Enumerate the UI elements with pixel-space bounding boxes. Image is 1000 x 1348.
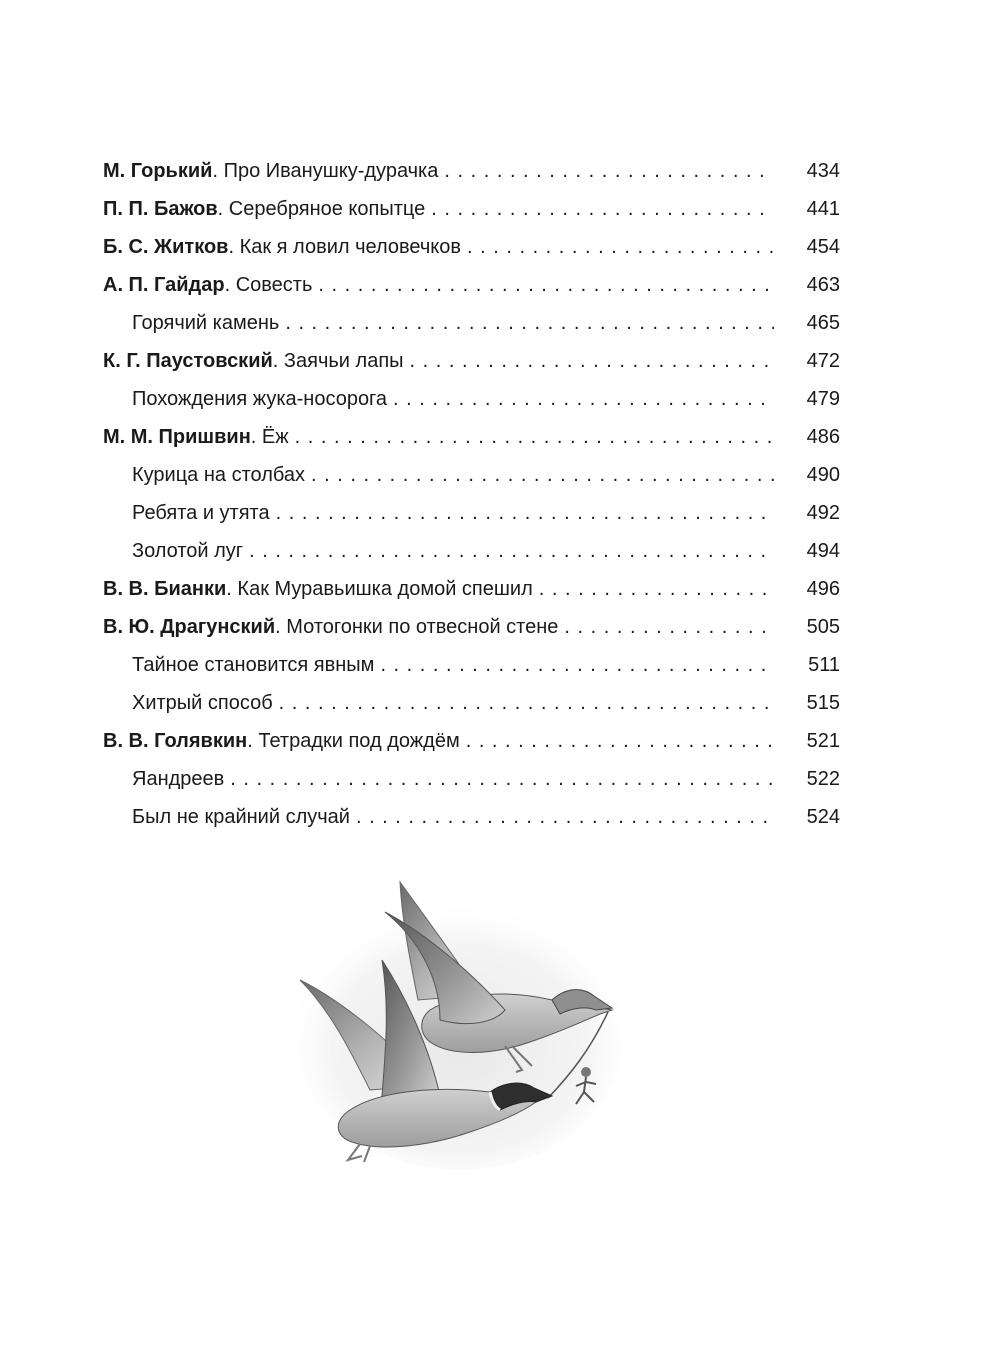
toc-page-number: 434 bbox=[806, 160, 840, 182]
lower-goose-feet bbox=[348, 1144, 370, 1162]
toc-page-number: 486 bbox=[806, 426, 840, 448]
toc-page-number: 494 bbox=[806, 540, 840, 562]
toc-page-number: 479 bbox=[806, 388, 840, 410]
dot-leader bbox=[444, 152, 774, 190]
toc-entry-text bbox=[103, 646, 794, 684]
toc-page-number: 511 bbox=[808, 654, 840, 676]
toc-title: Ёж bbox=[261, 426, 289, 448]
toc-title: Тайное становится явным bbox=[132, 654, 375, 676]
toc-author: П. П. Бажов bbox=[103, 198, 218, 220]
toc-entry-text: А. П. Гайдар . Совесть . . . bbox=[103, 266, 794, 304]
toc-title: Курица на столбах bbox=[132, 464, 305, 486]
toc-title: Ребята и утята bbox=[132, 502, 270, 524]
toc-title: Серебряное копытце bbox=[228, 198, 426, 220]
toc-page-number: 490 bbox=[806, 464, 840, 486]
toc-entry-text bbox=[103, 304, 794, 342]
toc-entry-text: В. Ю. Драгунский . Мотогонки по отвесной стене . . . bbox=[103, 608, 794, 646]
toc-author: В. В. Бианки bbox=[103, 578, 227, 600]
toc-author: В. В. Голявкин bbox=[103, 730, 248, 752]
toc-entry[interactable] bbox=[103, 342, 840, 380]
toc-author: А. П. Гайдар bbox=[103, 274, 225, 296]
toc-subentry[interactable] bbox=[103, 304, 840, 342]
toc-author: В. Ю. Драгунский bbox=[103, 616, 276, 638]
dot-leader bbox=[311, 456, 774, 494]
dot-leader bbox=[380, 646, 774, 684]
dot-leader bbox=[279, 684, 774, 722]
dot-leader bbox=[295, 418, 774, 456]
toc-author: М. М. Пришвин bbox=[103, 426, 251, 448]
toc-title: Горячий камень bbox=[132, 312, 280, 334]
dot-leader bbox=[466, 722, 774, 760]
toc-page-number: 515 bbox=[806, 692, 840, 714]
toc-title: Был не крайний случай bbox=[132, 806, 350, 828]
toc-entry[interactable] bbox=[103, 152, 840, 190]
toc-entry-text bbox=[103, 798, 794, 836]
dot-leader bbox=[539, 570, 774, 608]
toc-entry-text: М. Горький . Про Иванушку-дурачка . . . bbox=[103, 152, 794, 190]
toc-subentry[interactable] bbox=[103, 380, 840, 418]
toc-page-number: 524 bbox=[806, 806, 840, 828]
table-of-contents bbox=[103, 152, 840, 836]
toc-title: Тетрадки под дождём bbox=[258, 730, 460, 752]
toc-entry-text bbox=[103, 494, 794, 532]
toc-entry-text bbox=[103, 684, 794, 722]
toc-entry[interactable] bbox=[103, 228, 840, 266]
dot-leader bbox=[393, 380, 774, 418]
toc-entry[interactable] bbox=[103, 266, 840, 304]
toc-entry-text bbox=[103, 380, 794, 418]
toc-page-number: 505 bbox=[806, 616, 840, 638]
toc-page-number: 522 bbox=[806, 768, 840, 790]
dot-leader bbox=[249, 532, 774, 570]
toc-entry-text: К. Г. Паустовский . Заячьи лапы . . . bbox=[103, 342, 794, 380]
dot-leader bbox=[356, 798, 774, 836]
toc-title: Мотогонки по отвесной стене bbox=[286, 616, 559, 638]
toc-author: К. Г. Паустовский bbox=[103, 350, 273, 372]
toc-entry-text bbox=[103, 456, 794, 494]
toc-title: Как Муравьишка домой спешил bbox=[237, 578, 533, 600]
toc-title: Хитрый способ bbox=[132, 692, 273, 714]
dot-leader bbox=[318, 266, 774, 304]
toc-entry-text bbox=[103, 760, 794, 798]
toc-entry[interactable] bbox=[103, 722, 840, 760]
toc-page-number: 463 bbox=[806, 274, 840, 296]
toc-title: Как я ловил человечков bbox=[239, 236, 461, 258]
toc-subentry[interactable] bbox=[103, 646, 840, 684]
flying-geese-illustration bbox=[290, 860, 630, 1180]
toc-title: Золотой луг bbox=[132, 540, 244, 562]
toc-subentry[interactable] bbox=[103, 456, 840, 494]
toc-entry-text bbox=[103, 532, 794, 570]
toc-entry[interactable] bbox=[103, 570, 840, 608]
toc-entry[interactable] bbox=[103, 418, 840, 456]
toc-entry-text: Б. С. Житков . Как я ловил человечков . . . bbox=[103, 228, 794, 266]
toc-page-number: 465 bbox=[806, 312, 840, 334]
toc-title: Про Иванушку-дурачка bbox=[223, 160, 439, 182]
toc-entry[interactable] bbox=[103, 190, 840, 228]
dot-leader bbox=[467, 228, 774, 266]
dot-leader bbox=[285, 304, 774, 342]
toc-entry-text: В. В. Голявкин . Тетрадки под дождём . . . bbox=[103, 722, 794, 760]
toc-page-number: 441 bbox=[806, 198, 840, 220]
toc-page-number: 454 bbox=[806, 236, 840, 258]
toc-title: Совесть bbox=[235, 274, 313, 296]
toc-entry-text: М. М. Пришвин . Ёж . . . bbox=[103, 418, 794, 456]
dot-leader bbox=[230, 760, 774, 798]
toc-entry[interactable] bbox=[103, 608, 840, 646]
toc-author: Б. С. Житков bbox=[103, 236, 229, 258]
toc-page-number: 472 bbox=[806, 350, 840, 372]
toc-author: М. Горький bbox=[103, 160, 213, 182]
toc-page-number: 521 bbox=[806, 730, 840, 752]
toc-page-number: 496 bbox=[806, 578, 840, 600]
toc-entry-text: П. П. Бажов . Серебряное копытце . . . bbox=[103, 190, 794, 228]
toc-title: Яандреев bbox=[132, 768, 225, 790]
dot-leader bbox=[276, 494, 774, 532]
dot-leader bbox=[410, 342, 774, 380]
toc-subentry[interactable] bbox=[103, 494, 840, 532]
toc-subentry[interactable] bbox=[103, 532, 840, 570]
dot-leader bbox=[431, 190, 774, 228]
toc-title: Похождения жука-носорога bbox=[132, 388, 388, 410]
toc-subentry[interactable] bbox=[103, 760, 840, 798]
toc-subentry[interactable] bbox=[103, 684, 840, 722]
toc-page-number: 492 bbox=[806, 502, 840, 524]
dot-leader bbox=[564, 608, 774, 646]
toc-entry-text: В. В. Бианки . Как Муравьишка домой спешил . . . bbox=[103, 570, 794, 608]
toc-subentry[interactable] bbox=[103, 798, 840, 836]
toc-title: Заячьи лапы bbox=[283, 350, 404, 372]
